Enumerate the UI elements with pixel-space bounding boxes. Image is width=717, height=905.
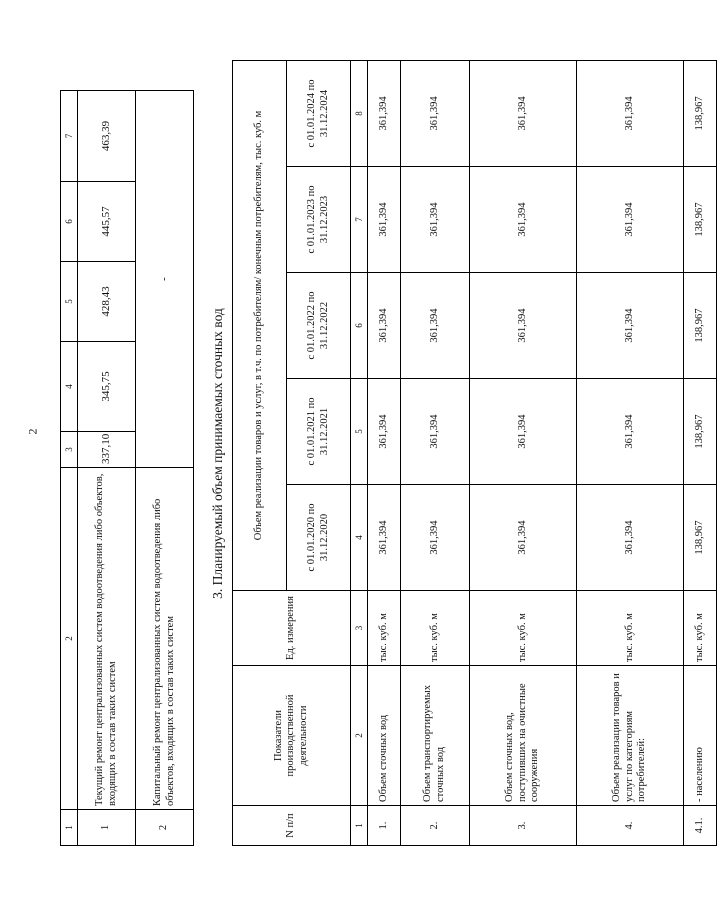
table2-colnum: 1 [351, 806, 368, 846]
table1-colnum: 1 [61, 810, 78, 846]
row-number: 1. [368, 806, 401, 846]
table1-colnum: 6 [61, 182, 78, 262]
table2-header-row [233, 60, 287, 845]
row-unit: тыс. куб. м [577, 591, 684, 666]
header-period: с 01.01.2021 по 31.12.2021 [287, 379, 351, 485]
value-cell: 138,967 [684, 273, 717, 379]
wastewater-volume-table [232, 60, 717, 846]
table1-colnum: 4 [61, 342, 78, 432]
value-cell: 361,394 [470, 379, 577, 485]
repair-costs-table [60, 90, 194, 846]
row-indicator: Объем реализации товаров и услуг по категориям потребителей: [577, 666, 684, 806]
table-row [78, 91, 136, 846]
page-number: 2 [25, 428, 40, 435]
value-cell: 361,394 [401, 379, 470, 485]
header-num: N п/п [233, 806, 351, 846]
value-cell: 361,394 [368, 60, 401, 166]
value-cell: 138,967 [684, 60, 717, 166]
table2-colnum: 6 [351, 273, 368, 379]
value-cell: 337,10 [78, 432, 136, 468]
table-row [684, 60, 717, 845]
row-number: 1 [78, 810, 136, 846]
table-row [401, 60, 470, 845]
value-cell: 361,394 [577, 167, 684, 273]
value-cell: 138,967 [684, 485, 717, 591]
value-cell: 138,967 [684, 167, 717, 273]
table-row [136, 91, 194, 846]
value-cell: 361,394 [368, 379, 401, 485]
table-row [470, 60, 577, 845]
header-period: с 01.01.2020 по 31.12.2020 [287, 485, 351, 591]
table-row [368, 60, 401, 845]
value-cell: 361,394 [577, 379, 684, 485]
value-cell: 361,394 [401, 167, 470, 273]
value-cell: 361,394 [401, 485, 470, 591]
row-indicator: Объем сточных вод [368, 666, 401, 806]
value-cell: 361,394 [470, 60, 577, 166]
section-title: 3. Планируемый объем принимаемых сточных вод [210, 308, 225, 599]
value-cell: 361,394 [470, 167, 577, 273]
dash-cell: - [136, 91, 194, 468]
row-unit: тыс. куб. м [368, 591, 401, 666]
row-description: Текущий ремонт централизованных систем водоотведения либо объектов, входящих в состав таких систем [78, 468, 136, 810]
table1-colnum: 2 [61, 468, 78, 810]
row-indicator: Объем транспортируемых сточных вод [401, 666, 470, 806]
table2-colnum: 8 [351, 60, 368, 166]
header-volume: Объем реализации товаров и услуг, в т.ч. по потребителям/ конечным потребителям, тыс. куб. м [233, 60, 287, 590]
row-indicator: - населению [684, 666, 717, 806]
table1-column-numbers [61, 91, 78, 846]
value-cell: 361,394 [368, 485, 401, 591]
table2-colnum: 4 [351, 485, 368, 591]
row-description: Капитальный ремонт централизованных систем водоотведения либо объектов, входящих в состав таких систем [136, 468, 194, 810]
row-unit: тыс. куб. м [684, 591, 717, 666]
value-cell: 428,43 [78, 262, 136, 342]
header-period: с 01.01.2022 по 31.12.2022 [287, 273, 351, 379]
row-indicator: Объем сточных вод, поступивших на очистные сооружения [470, 666, 577, 806]
table1-colnum: 7 [61, 91, 78, 182]
table2-column-numbers [351, 60, 368, 845]
value-cell: 345,75 [78, 342, 136, 432]
table2-colnum: 7 [351, 167, 368, 273]
table1-colnum: 5 [61, 262, 78, 342]
row-number: 2. [401, 806, 470, 846]
row-number: 4.1. [684, 806, 717, 846]
value-cell: 361,394 [577, 273, 684, 379]
table2-colnum: 3 [351, 591, 368, 666]
value-cell: 361,394 [368, 273, 401, 379]
row-unit: тыс. куб. м [470, 591, 577, 666]
header-indicator: Показатели производственной деятельности [233, 666, 351, 806]
value-cell: 361,394 [577, 60, 684, 166]
header-unit: Ед. измерения [233, 591, 351, 666]
header-period: с 01.01.2024 по 31.12.2024 [287, 60, 351, 166]
value-cell: 463,39 [78, 91, 136, 182]
value-cell: 361,394 [470, 485, 577, 591]
table-row [577, 60, 684, 845]
value-cell: 361,394 [401, 60, 470, 166]
row-number: 4. [577, 806, 684, 846]
value-cell: 361,394 [470, 273, 577, 379]
row-number: 2 [136, 810, 194, 846]
value-cell: 445,57 [78, 182, 136, 262]
value-cell: 361,394 [401, 273, 470, 379]
row-unit: тыс. куб. м [401, 591, 470, 666]
table2-colnum: 5 [351, 379, 368, 485]
value-cell: 138,967 [684, 379, 717, 485]
table1-colnum: 3 [61, 432, 78, 468]
header-period: с 01.01.2023 по 31.12.2023 [287, 167, 351, 273]
table2-colnum: 2 [351, 666, 368, 806]
row-number: 3. [470, 806, 577, 846]
value-cell: 361,394 [577, 485, 684, 591]
value-cell: 361,394 [368, 167, 401, 273]
